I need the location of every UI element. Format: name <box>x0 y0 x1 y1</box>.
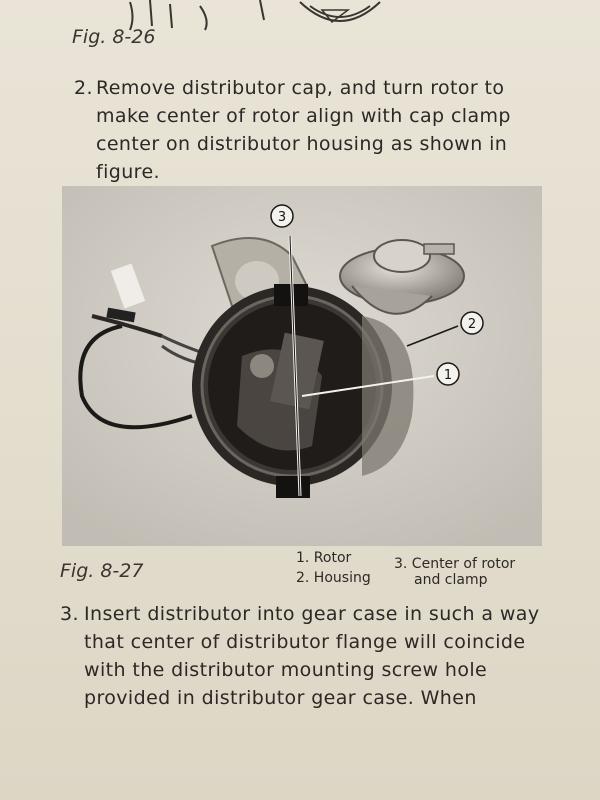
figure-caption-8-27: Fig. 8-27 <box>60 560 144 582</box>
callout-1-label: 1 <box>443 368 453 383</box>
distributor-photo <box>62 186 542 546</box>
step-number: 2. <box>74 77 93 99</box>
legend-item-housing: 2. Housing <box>296 570 371 586</box>
step-text-line: provided in distributor gear case. When <box>84 687 477 709</box>
figure-caption-8-26: Fig. 8-26 <box>72 26 156 48</box>
callout-2-label: 2 <box>467 317 477 332</box>
callout-3-label: 3 <box>277 210 287 225</box>
step-text-line: figure. <box>96 161 160 183</box>
step-text-line: that center of distributor flange will coincide <box>84 631 526 653</box>
step-text-line: Insert distributor into gear case in such a way <box>84 603 540 625</box>
legend-item-center-cont: and clamp <box>414 572 488 588</box>
instruction-step-2 <box>74 74 574 194</box>
step-text <box>84 600 560 712</box>
step-number: 3. <box>60 603 79 625</box>
step-text-line: center on distributor housing as shown in <box>96 133 508 155</box>
callout-3 <box>271 205 293 227</box>
step-text-line: with the distributor mounting screw hole <box>84 659 488 681</box>
callout-2 <box>461 312 483 334</box>
legend-item-center: 3. Center of rotor <box>394 556 516 572</box>
step-text-line: make center of rotor align with cap clamp <box>96 105 511 127</box>
step-text-line: Remove distributor cap, and turn rotor to <box>96 77 505 99</box>
instruction-step-3 <box>60 600 580 740</box>
callout-1 <box>437 363 459 385</box>
step-text <box>96 74 566 186</box>
legend-item-rotor: 1. Rotor <box>296 550 352 566</box>
distributor-illustration <box>62 186 542 546</box>
